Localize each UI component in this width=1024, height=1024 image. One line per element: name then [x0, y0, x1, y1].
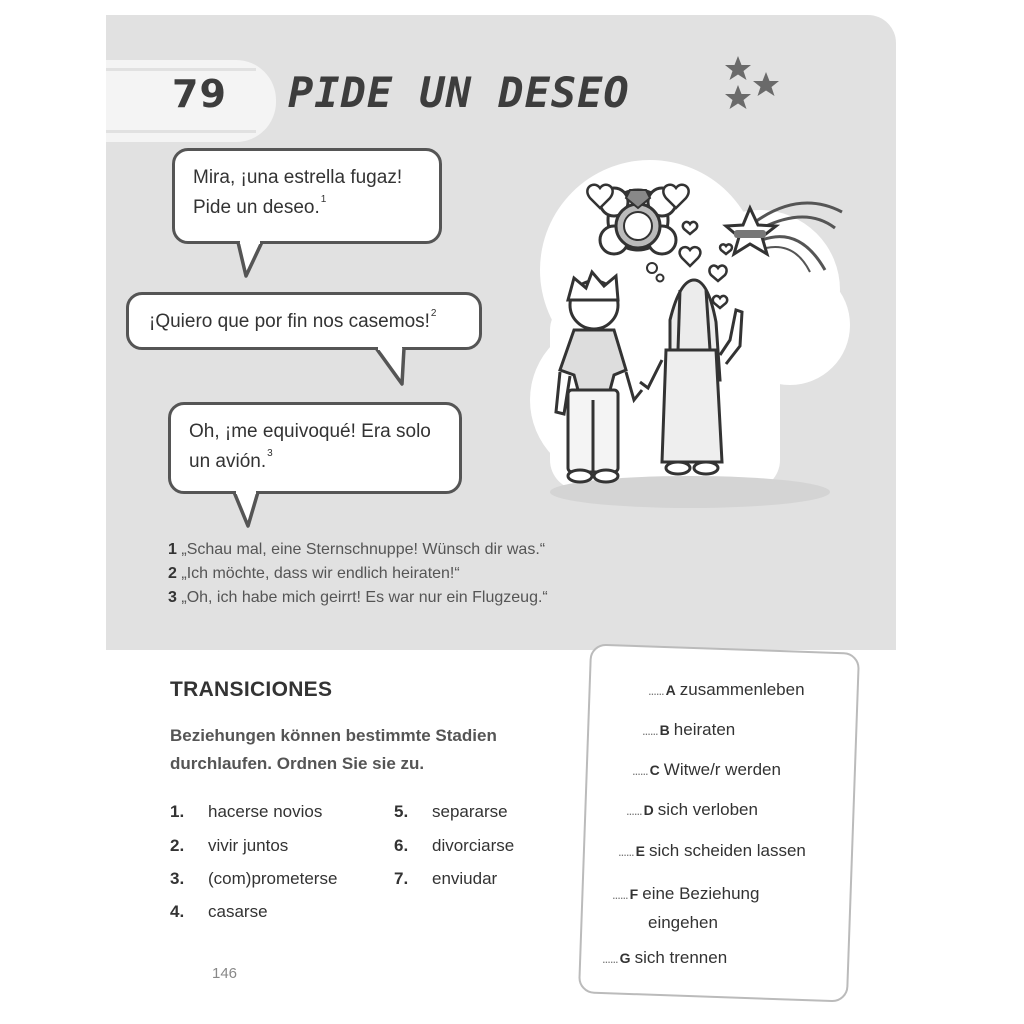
page-number: 146	[212, 965, 238, 982]
vocab-item: 2. vivir juntos	[170, 836, 289, 855]
bubble-2-line-1: ¡Quiero que por fin nos casemos!	[149, 311, 430, 332]
bubble-3-tail	[232, 490, 262, 530]
instruction-text: Beziehungen können bestimmte Stadien durchlaufen. Ordnen Sie sie zu.	[170, 726, 497, 773]
vocab-item: 6. divorciarse	[394, 836, 515, 855]
bubble-1-tail	[236, 240, 266, 280]
footnote-3: 3 „Oh, ich habe mich geirrt! Es war nur ein Flugzeug.“	[168, 589, 548, 606]
footnotes	[168, 538, 548, 610]
vocab-item: 3. (com)prometerse	[170, 869, 338, 888]
vocab-item: 4. casarse	[170, 902, 268, 921]
option-item: ...... B heiraten	[642, 720, 736, 739]
stars-icon	[722, 54, 786, 114]
bubble-1-line-1: Mira, ¡una estrella fugaz!	[193, 167, 403, 188]
bubble-3-line-1: Oh, ¡me equivoqué! Era solo	[189, 421, 431, 442]
option-item: ...... C Witwe/r werden	[632, 760, 781, 779]
lesson-number: 79	[172, 72, 227, 116]
option-item: ...... A zusammenleben	[648, 680, 805, 699]
footnote-2: 2 „Ich möchte, dass wir endlich heiraten!“	[168, 565, 460, 582]
section-title: TRANSICIONES	[170, 678, 333, 701]
option-item: ...... F eine Beziehung eingehen	[612, 884, 760, 932]
couple-illustration	[530, 150, 860, 530]
vocab-item: 7. enviudar	[394, 869, 498, 888]
footnote-marker-2: 2	[430, 308, 437, 319]
speech-bubble-3	[168, 402, 462, 494]
lesson-title: PIDE UN DESEO	[288, 68, 630, 117]
option-item: ...... G sich trennen	[602, 948, 728, 967]
vocab-item: 5. separarse	[394, 802, 508, 821]
bubble-2-tail	[374, 346, 410, 388]
footnote-marker-1: 1	[320, 194, 327, 205]
option-item: ...... E sich scheiden lassen	[618, 841, 806, 860]
speech-bubble-1	[172, 148, 442, 244]
footnote-marker-3: 3	[267, 448, 273, 459]
speech-bubble-2	[126, 292, 482, 350]
footnote-1: 1 „Schau mal, eine Sternschnuppe! Wünsch dir was.“	[168, 541, 546, 558]
option-item: ...... D sich verloben	[626, 800, 758, 819]
bubble-3-line-2: un avión.	[189, 451, 267, 472]
vocab-item: 1. hacerse novios	[170, 802, 323, 821]
bubble-1-line-2: Pide un deseo.	[193, 197, 320, 218]
